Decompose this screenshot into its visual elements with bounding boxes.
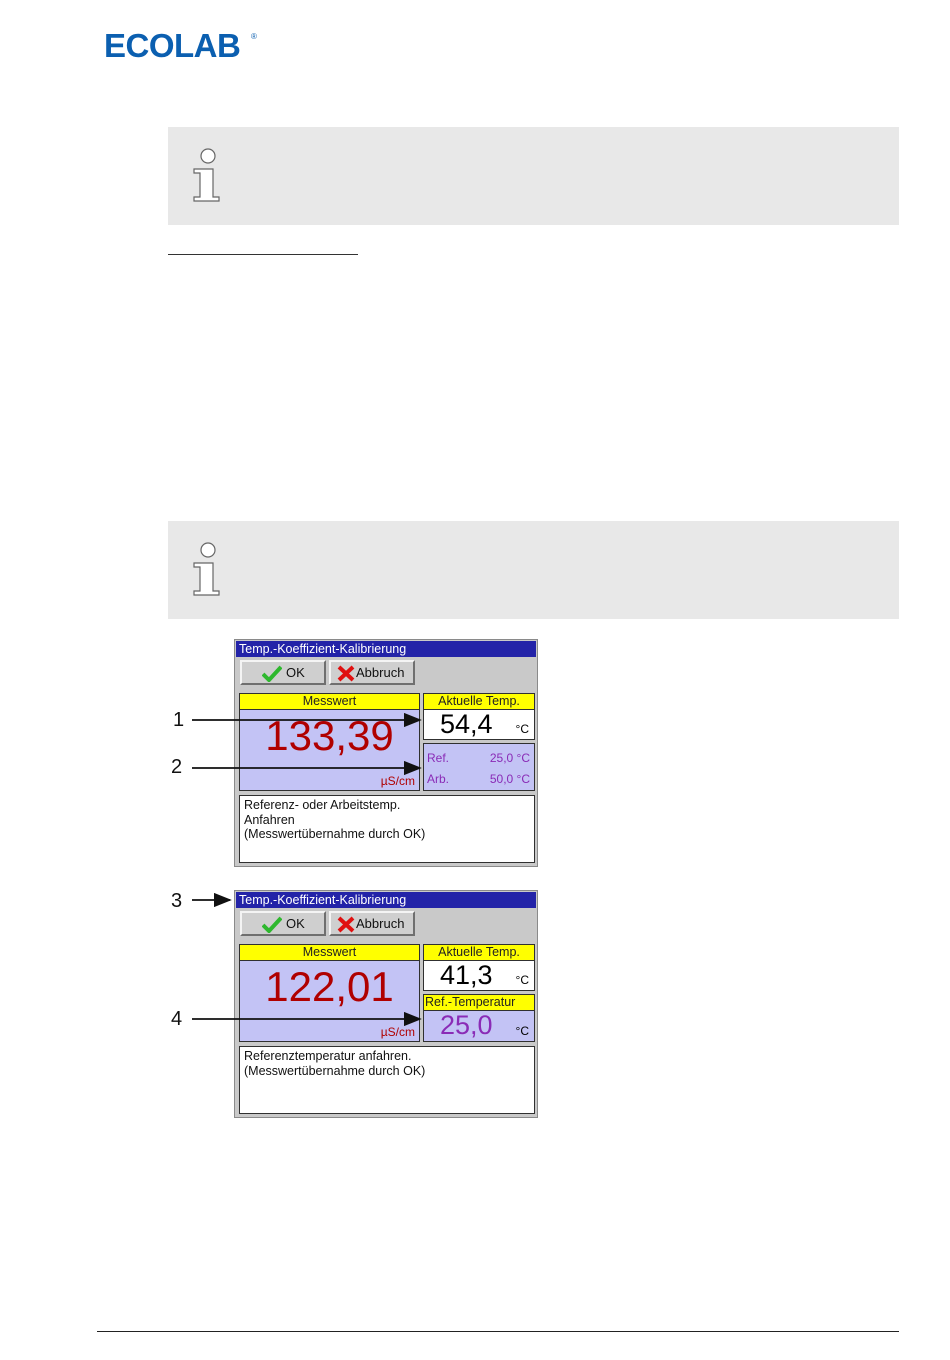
- ref-temp-label: Ref.: [427, 751, 450, 765]
- ref-temp-label: Ref.-Temperatur: [424, 995, 534, 1011]
- measured-unit: µS/cm: [380, 1025, 415, 1039]
- measured-label: Messwert: [240, 945, 419, 961]
- message-line: Referenz- oder Arbeitstemp.: [244, 798, 401, 812]
- work-temp-value: 50,0 °C: [489, 772, 530, 786]
- message-line: (Messwertübernahme durch OK): [244, 1063, 426, 1078]
- message-line: (Messwertübernahme durch OK): [244, 827, 426, 841]
- registered-mark: ®: [251, 32, 257, 41]
- current-temp-value: 41,3: [440, 960, 493, 990]
- ref-temp-value: 25,0: [440, 1010, 493, 1040]
- message-line: Anfahren: [244, 812, 295, 827]
- ok-label: OK: [286, 916, 305, 931]
- current-temp-unit: °C: [515, 722, 529, 736]
- footer-rule: [97, 1331, 899, 1332]
- measured-value: 122,01: [265, 963, 394, 1010]
- cancel-label: Abbruch: [356, 916, 405, 931]
- current-temp-value: 54,4: [440, 709, 493, 739]
- measured-value: 133,39: [265, 712, 394, 759]
- callout-number: 4: [171, 1008, 183, 1030]
- callout-number: 2: [171, 756, 183, 778]
- measured-unit: µS/cm: [380, 774, 415, 788]
- ok-label: OK: [286, 665, 305, 680]
- current-temp-label: Aktuelle Temp.: [424, 694, 534, 710]
- measured-label: Messwert: [240, 694, 419, 710]
- callout-number: 1: [173, 709, 185, 731]
- ref-temp-value: 25,0 °C: [489, 751, 530, 765]
- current-temp-unit: °C: [515, 973, 529, 987]
- ref-temp-unit: °C: [515, 1024, 529, 1038]
- screen-title: Temp.-Koeffizient-Kalibrierung: [236, 892, 536, 908]
- logo-wordmark: ECOLAB: [104, 27, 241, 64]
- screen-title: Temp.-Koeffizient-Kalibrierung: [236, 641, 536, 657]
- work-temp-label: Arb.: [427, 772, 450, 786]
- current-temp-label: Aktuelle Temp.: [424, 945, 534, 961]
- message-line: Referenztemperatur anfahren.: [244, 1049, 412, 1063]
- cancel-label: Abbruch: [356, 665, 405, 680]
- callout-number: 3: [171, 890, 183, 912]
